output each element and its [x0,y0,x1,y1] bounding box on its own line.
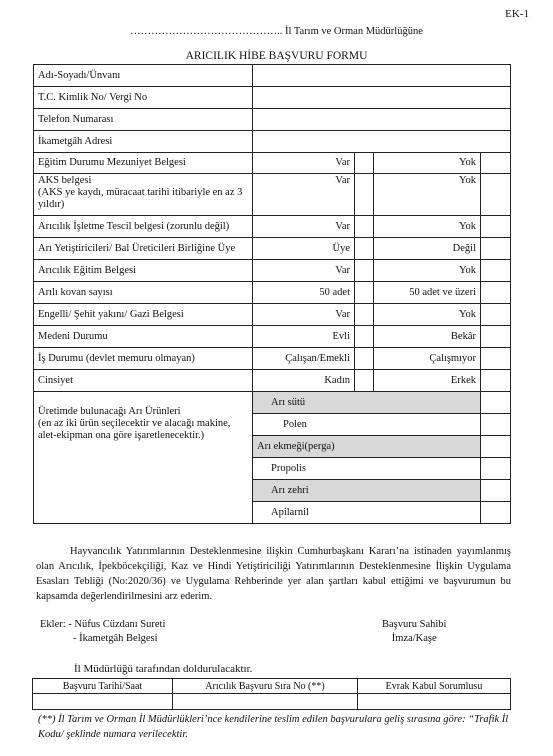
product-item: Propolis [253,458,481,480]
field-label: Cinsiyet [34,370,253,392]
office-date-cell[interactable] [33,694,173,710]
office-header-date: Başvuru Tarihi/Saat [33,679,173,694]
annex-label: EK-1 [505,8,529,20]
product-checkbox[interactable] [481,502,511,524]
office-use-table [32,678,511,710]
option-2-checkbox[interactable] [481,370,511,392]
option-1-checkbox[interactable] [355,326,374,348]
option-2-checkbox[interactable] [481,153,511,174]
signature-line: İmza/Kaşe [391,633,437,644]
option-1-label: Çalışan/Emekli [253,348,355,370]
option-2-label: 50 adet ve üzeri [374,282,481,304]
field-label: Medeni Durumu [34,326,253,348]
option-1-checkbox[interactable] [355,238,374,260]
option-1-checkbox[interactable] [355,260,374,282]
option-1-label: Üye [253,238,355,260]
option-2-label: Yok [374,174,481,216]
option-2-checkbox[interactable] [481,282,511,304]
field-label: Arılı kovan sayısı [34,282,253,304]
form-title: ARICILIK HİBE BAŞVURU FORMU [185,50,368,62]
footnote: (**) İl Tarım ve Orman İl Müdürlükleri’nce kendilerine teslim edilen başvurulara geliş sırasına göre: “Trafik İl Kodu/ şeklinde numara verilecektir. [38,714,509,740]
option-2-checkbox[interactable] [481,304,511,326]
product-item: Apilarnil [253,502,481,524]
field-label: Engelli/ Şehit yakını/ Gazi Belgesi [34,304,253,326]
option-2-label: Yok [374,304,481,326]
option-1-checkbox[interactable] [355,282,374,304]
id-input-cell[interactable] [253,87,511,109]
field-label: Adı-Soyadı/Ünvanı [34,65,253,87]
office-officer-cell[interactable] [358,694,511,710]
option-2-checkbox[interactable] [481,216,511,238]
office-header-sequence: Arıcılık Başvuru Sıra No (**) [173,679,358,694]
name-input-cell[interactable] [253,65,511,87]
option-1-label: Evli [253,326,355,348]
field-label: Eğitim Durumu Mezuniyet Belgesi [34,153,253,174]
option-1-label: Var [253,260,355,282]
address-input-cell[interactable] [253,131,511,153]
option-1-label: Var [253,216,355,238]
option-1-checkbox[interactable] [355,174,374,216]
option-2-checkbox[interactable] [481,326,511,348]
option-1-checkbox[interactable] [355,348,374,370]
option-2-checkbox[interactable] [481,348,511,370]
product-item: Arı ekmeği(perga) [253,436,481,458]
option-2-label: Yok [374,260,481,282]
attachment-line-1: Ekler: - Nüfus Cüzdanı Sureti [40,619,166,630]
option-2-label: Yok [374,216,481,238]
signature-block [382,618,446,646]
option-1-label: 50 adet [253,282,355,304]
declaration-paragraph: Hayvancılık Yatırımlarının Desteklenmesine ilişkin Cumhurbaşkanı Kararı’na istinaden yayımlanmış olan Arıcılık, İpekböcekçiliği, Kaz ve Hindi Yetiştiriciliği Yatırımlarının Desteklenmesine İlişkin Uygulama Esasları Tebliği (No:2020/36) ve Uygulama Rehberinde yer alan şartları kabul ettiğimi ve başvurumun bu kapsamda değerlendirilmesini arz ederim. [36,546,511,602]
option-2-label: Çalışmıyor [374,348,481,370]
office-header-officer: Evrak Kabul Sorumlusu [358,679,511,694]
option-2-checkbox[interactable] [481,260,511,282]
field-label: Arıcılık İşletme Tescil belgesi (zorunlu değil) [34,216,253,238]
office-use-note: İl Müdürlüğü tarafından doldurulacaktır. [74,663,253,675]
option-2-label: Bekâr [374,326,481,348]
product-checkbox[interactable] [481,458,511,480]
option-2-label: Erkek [374,370,481,392]
option-1-label: Var [253,304,355,326]
option-1-checkbox[interactable] [355,304,374,326]
phone-input-cell[interactable] [253,109,511,131]
field-label: İş Durumu (devlet memuru olmayan) [34,348,253,370]
field-label: Telefon Numarası [34,109,253,131]
field-label: AKS belgesi (AKS ye kaydı, müracaat tarihi itibariyle en az 3 yıldır) [34,174,253,216]
product-checkbox[interactable] [481,414,511,436]
field-label: T.C. Kimlik No/ Vergi No [34,87,253,109]
attachments-block [40,618,165,646]
option-1-checkbox[interactable] [355,370,374,392]
product-checkbox[interactable] [481,392,511,414]
option-1-checkbox[interactable] [355,153,374,174]
option-2-checkbox[interactable] [481,238,511,260]
option-1-label: Kadın [253,370,355,392]
attachment-line-2: - İkametgâh Belgesi [73,633,158,644]
addressee-line: …………………………………….. İl Tarım ve Orman Müdürlüğüne [130,26,423,37]
field-label: İkametgâh Adresi [34,131,253,153]
field-label: Arı Yetiştiricileri/ Bal Üreticileri Birliğine Üye [34,238,253,260]
product-checkbox[interactable] [481,436,511,458]
option-1-checkbox[interactable] [355,216,374,238]
product-item: Arı sütü [253,392,481,414]
office-sequence-cell[interactable] [173,694,358,710]
application-form-table [33,64,511,524]
option-2-checkbox[interactable] [481,174,511,216]
product-checkbox[interactable] [481,480,511,502]
signature-title: Başvuru Sahibi [382,619,447,630]
product-item: Arı zehri [253,480,481,502]
product-item: Polen [253,414,481,436]
field-label: Arıcılık Eğitim Belgesi [34,260,253,282]
option-1-label: Var [253,174,355,216]
option-2-label: Değil [374,238,481,260]
option-1-label: Var [253,153,355,174]
option-2-label: Yok [374,153,481,174]
products-label: Üretimde bulunacağı Arı Ürünleri (en az iki ürün seçilecektir ve alacağı makine, alet-ekipman ona göre işaretlenecektir.) [34,392,253,524]
